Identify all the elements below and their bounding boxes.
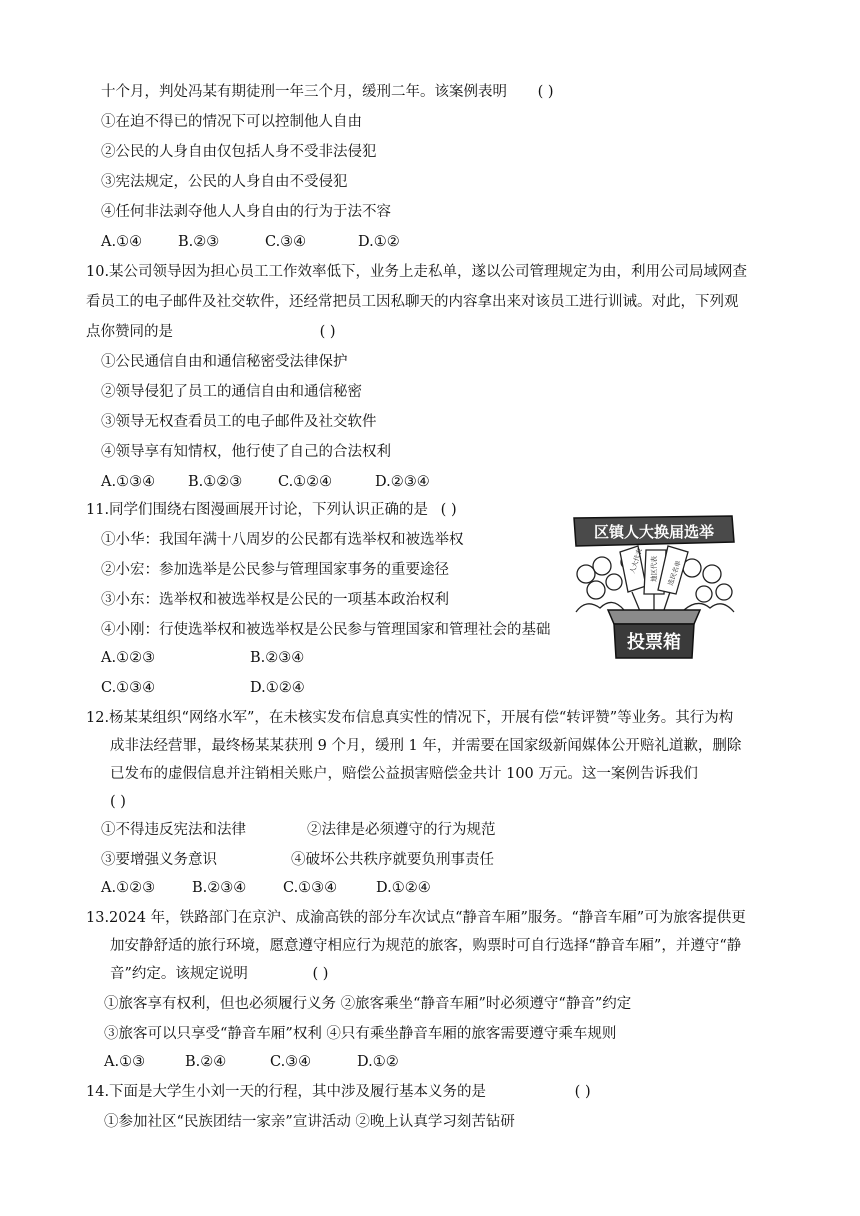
q11-item-3: ③小东：选举权和被选举权是公民的一项基本政治权利: [101, 592, 449, 608]
ballot-box-label: 投票箱: [627, 632, 681, 653]
q13-stem-line-1: 13.2024 年，铁路部门在京沪、成渝高铁的部分车次试点“静音车厢”服务。“静音车厢”可为旅客提供更: [86, 910, 746, 926]
q11-option-d: D.①②④: [250, 680, 305, 696]
q9-item-1: ①在迫不得已的情况下可以控制他人自由: [101, 114, 362, 130]
q10-item-4: ④领导享有知情权，他行使了自己的合法权利: [101, 444, 391, 460]
q10-stem-line-1: 10.某公司领导因为担心员工工作效率低下，业务上走私单，遂以公司管理规定为由，利用公司局域网查: [86, 264, 748, 280]
q9-item-4: ④任何非法剥夺他人人身自由的行为于法不容: [101, 204, 391, 220]
q11-item-2: ②小宏：参加选举是公民参与管理国家事务的重要途径: [101, 562, 449, 578]
q10-item-1: ①公民通信自由和通信秘密受法律保护: [101, 354, 348, 370]
cartoon-drawing: [572, 512, 736, 660]
q14-item-1: ①参加社区“民族团结一家亲”宣讲活动 ②晚上认真学习刻苦钻研: [104, 1114, 515, 1130]
q11-item-1: ①小华：我国年满十八周岁的公民都有选举权和被选举权: [101, 532, 464, 548]
q13-option-d: D.①②: [357, 1054, 399, 1070]
q14-stem: [86, 1082, 591, 1102]
q12-stem-line-1: 12.杨某某组织“网络水军”，在未核实发布信息真实性的情况下，开展有偿“转评赞”等业务。其行为构: [86, 710, 734, 726]
q10-stem-line-2: 看员工的电子邮件及社交软件，还经常把员工因私聊天的内容拿出来对该员工进行训诫。对此，下列观: [86, 294, 739, 310]
q10-option-b: B.①②③: [188, 474, 243, 490]
q11-options-row-1: [101, 648, 304, 668]
q9-option-c: C.③④: [265, 234, 307, 250]
ballot-box-lid: [608, 610, 700, 624]
q10-option-a: A.①③④: [101, 474, 156, 490]
q13-items-row-1: ①旅客享有权利，但也必须履行义务 ②旅客乘坐“静音车厢”时必须遵守“静音”约定: [104, 996, 632, 1012]
q9-option-d: D.①②: [358, 234, 400, 250]
q11-answer-bracket: ( ): [440, 502, 457, 518]
q13-option-a: A.①③: [104, 1054, 146, 1070]
ballot-slip-1-text: 人大代表: [628, 547, 644, 575]
q12-items-row-2: [101, 850, 494, 870]
q10-options: [101, 472, 430, 492]
q9-option-b: B.②③: [178, 234, 220, 250]
q11-option-b: B.②③④: [250, 650, 305, 666]
q12-items-row-1: [101, 820, 496, 840]
q12-stem-line-3: 已发布的虚假信息并注销相关账户，赔偿公益损害赔偿金共计 100 万元。这一案例告诉我们: [110, 766, 698, 782]
q12-answer-bracket: ( ): [110, 794, 126, 810]
q10-option-c: C.①②④: [278, 474, 333, 490]
ballot-slip-2-text: 地区代表: [650, 556, 658, 582]
q12-stem-line-2: 成非法经营罪，最终杨某某获刑 9 个月，缓刑 1 年，并需要在国家级新闻媒体公开赔礼道歉，删除: [110, 738, 742, 754]
q13-answer-bracket: ( ): [312, 966, 329, 982]
q14-answer-bracket: ( ): [574, 1084, 591, 1100]
q11-stem-text: 11.同学们围绕右图漫画展开讨论，下列认识正确的是: [86, 502, 429, 518]
q12-item-3: ③要增强义务意识: [101, 852, 217, 868]
q13-option-c: C.③④: [270, 1054, 312, 1070]
q12-option-b: B.②③④: [192, 880, 247, 896]
q11-item-4: ④小刚：行使选举权和被选举权是公民参与管理国家和管理社会的基础: [101, 622, 551, 638]
q11-option-a: A.①②③: [101, 650, 156, 666]
q12-option-d: D.①②④: [376, 880, 431, 896]
q12-option-a: A.①②③: [101, 880, 156, 896]
q14-stem-text: 14.下面是大学生小刘一天的行程，其中涉及履行基本义务的是: [86, 1084, 487, 1100]
q13-option-b: B.②④: [185, 1054, 227, 1070]
q9-item-3: ③宪法规定，公民的人身自由不受侵犯: [101, 174, 348, 190]
q9-stem-text: 十个月，判处冯某有期徒刑一年三个月，缓刑二年。该案例表明: [101, 84, 507, 100]
q10-stem-text: 点你赞同的是: [86, 324, 173, 340]
q12-item-4: ④破坏公共秩序就要负刑事责任: [291, 852, 494, 868]
q12-option-c: C.①③④: [283, 880, 338, 896]
q13-options: [104, 1052, 399, 1072]
election-cartoon: [572, 512, 736, 660]
q10-item-3: ③领导无权查看员工的电子邮件及社交软件: [101, 414, 377, 430]
q9-options: [101, 232, 400, 252]
q13-stem-text: 音”约定。该规定说明: [110, 966, 248, 982]
q13-items-row-2: ③旅客可以只享受“静音车厢”权利 ④只有乘坐静音车厢的旅客需要遵守乘车规则: [104, 1026, 617, 1042]
q9-answer-bracket: ( ): [537, 84, 554, 100]
q12-options: [101, 878, 431, 898]
q13-stem-line-3: [110, 964, 328, 984]
q9-item-2: ②公民的人身自由仅包括人身不受非法侵犯: [101, 144, 377, 160]
q10-option-d: D.②③④: [375, 474, 430, 490]
q9-stem: [101, 82, 554, 102]
q10-answer-bracket: ( ): [319, 324, 336, 340]
q13-stem-line-2: 加安静舒适的旅行环境，愿意遵守相应行为规范的旅客，购票时可自行选择“静音车厢”，并遵守“静: [110, 938, 742, 954]
q12-item-2: ②法律是必须遵守的行为规范: [307, 822, 496, 838]
q11-options-row-2: [101, 678, 305, 698]
q10-item-2: ②领导侵犯了员工的通信自由和通信秘密: [101, 384, 362, 400]
q9-option-a: A.①④: [101, 234, 143, 250]
banner-text: 区镇人大换届选举: [593, 523, 715, 541]
q11-option-c: C.①③④: [101, 680, 156, 696]
q11-stem: [86, 500, 457, 520]
ballot-slip-3-text: 选民名单: [666, 559, 683, 587]
q12-item-1: ①不得违反宪法和法律: [101, 822, 246, 838]
q10-stem-line-3: [86, 322, 336, 342]
